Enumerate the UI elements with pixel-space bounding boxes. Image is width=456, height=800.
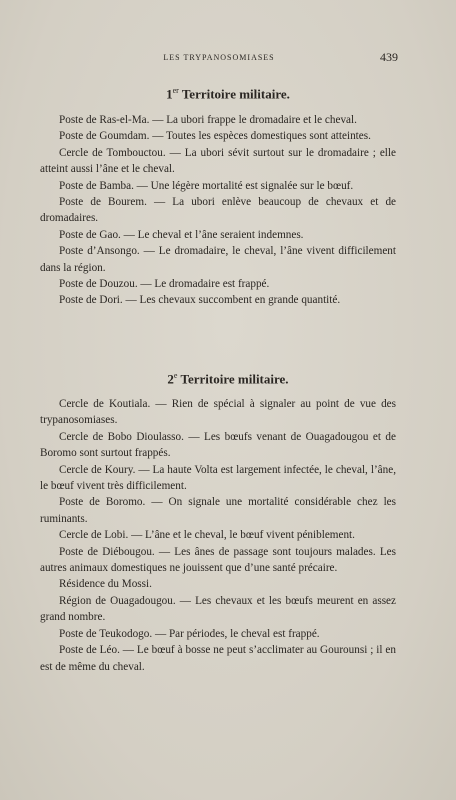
paragraph: Résidence du Mossi. <box>59 578 152 591</box>
section-1-heading: Territoire militaire. <box>178 86 290 102</box>
section-2-number: 2 <box>167 371 174 387</box>
paragraph: Poste d’Ansongo. — Le dromadaire, le cheval, l’âne vivent difficilement dans la région. <box>40 245 396 274</box>
paragraph: Poste de Goumdam. — Toutes les espèces domestiques sont atteintes. <box>59 130 371 143</box>
section-1-body <box>40 112 396 309</box>
page-header <box>40 50 398 66</box>
paragraph: Poste de Boromo. — On signale une mortalité considérable chez les ruminants. <box>40 496 396 525</box>
paragraph: Poste de Gao. — Le cheval et l’âne seraient indemnes. <box>59 228 304 241</box>
paragraph: Poste de Bamba. — Une légère mortalité est signalée sur le bœuf. <box>59 179 354 192</box>
paragraph: Poste de Diébougou. — Les ânes de passage sont toujours malades. Les autres animaux domestiques ne jouissent que d’une santé précaire. <box>40 545 396 575</box>
section-1-title <box>0 86 456 102</box>
section-2-title <box>0 371 456 387</box>
paragraph: Cercle de Tombouctou. — La ubori sévit surtout sur le dromadaire ; elle atteint aussi l’âne et le cheval. <box>40 146 396 176</box>
paragraph: Cercle de Koutiala. — Rien de spécial à signaler au point de vue des trypanosomiases. <box>40 398 396 427</box>
paragraph: Poste de Ras-el-Ma. — La ubori frappe le dromadaire et le cheval. <box>59 114 357 126</box>
running-head: LES TRYPANOSOMIASES <box>163 53 275 62</box>
paragraph: Poste de Bourem. — La ubori enlève beaucoup de chevaux et de dromadaires. <box>40 196 396 225</box>
paragraph: Poste de Douzou. — Le dromadaire est frappé. <box>59 278 270 291</box>
section-2-ordinal: e <box>173 371 178 380</box>
section-1-ordinal: er <box>172 86 179 95</box>
paragraph: Région de Ouagadougou. — Les chevaux et les bœufs meurent en assez grand nombre. <box>40 594 396 624</box>
section-1-number: 1 <box>166 86 173 102</box>
section-2-body <box>40 396 396 675</box>
paragraph: Poste de Léo. — Le bœuf à bosse ne peut s’acclimater au Gourounsi ; il en est de même du cheval. <box>40 644 396 673</box>
page-number: 439 <box>380 50 398 64</box>
section-2-heading: Territoire militaire. <box>177 371 289 387</box>
paragraph: Poste de Dori. — Les chevaux succombent en grande quantité. <box>59 294 341 307</box>
paragraph: Cercle de Bobo Dioulasso. — Les bœufs venant de Ouagadougou et de Boromo sont surtout frappés. <box>40 430 396 460</box>
paragraph: Cercle de Koury. — La haute Volta est largement infectée, le cheval, l’âne, le bœuf vivent très difficilement. <box>40 463 396 493</box>
paragraph: Cercle de Lobi. — L’âne et le cheval, le bœuf vivent péniblement. <box>59 529 355 542</box>
paragraph: Poste de Teukodogo. — Par périodes, le cheval est frappé. <box>59 627 320 640</box>
